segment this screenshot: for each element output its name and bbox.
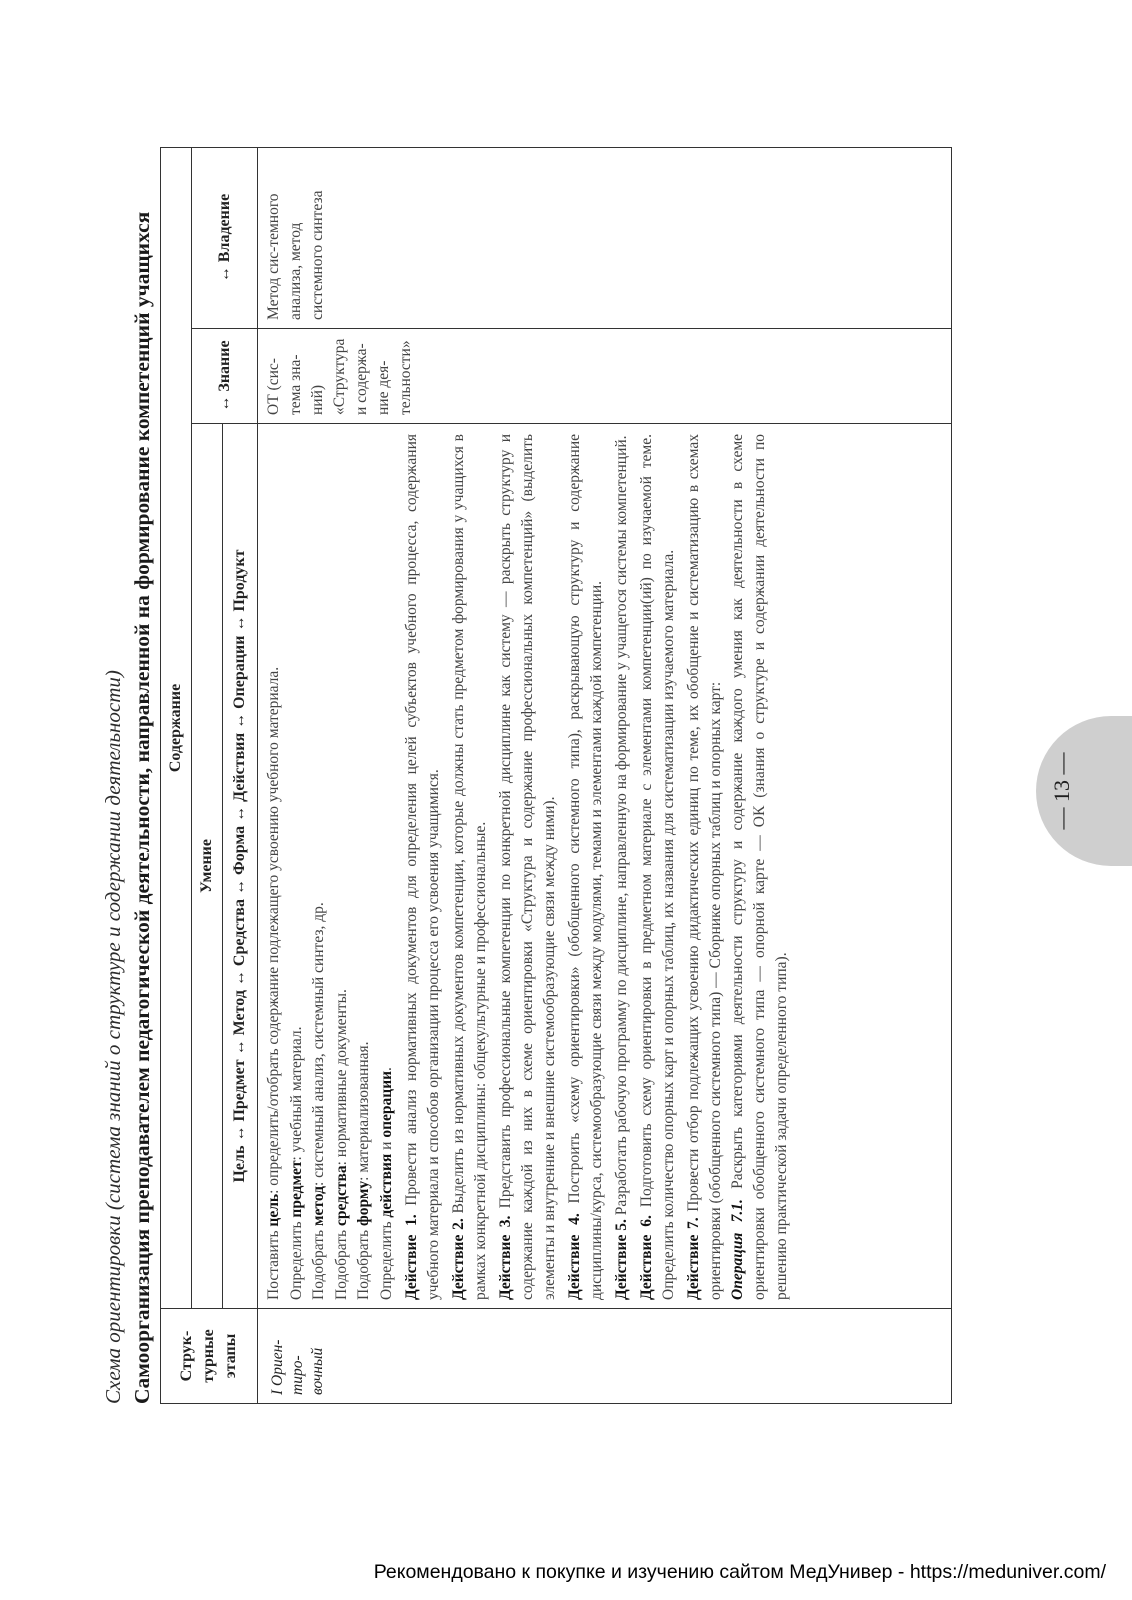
content-table — [160, 147, 952, 1404]
skill-cell — [258, 424, 952, 1309]
rotated-page-content — [100, 145, 955, 1420]
header-knowledge: ↔ Знание — [192, 329, 258, 424]
intro-line: Подобрать метод: системный анализ, системный синтез, др. — [310, 902, 327, 1300]
intro-line: Подобрать средства: нормативные документы. — [332, 989, 350, 1300]
action-item: Действие 4. Построить «схему ориентировки» (обобщенного системного типа), раскрывающую структуру и содержание дисциплины/курса, системообразующие связи между модулями, темами и элементами каждой компетенции. — [566, 433, 605, 1300]
action-item: Действие 5. Разработать рабочую программу по дисциплине, направленную на формирование у учащегося системы компетенций. — [613, 435, 630, 1300]
intro-line: Определить предмет: учебный материал. — [287, 1026, 305, 1300]
intro-line: Определить действия и операции. — [377, 1067, 395, 1300]
table-title: Самоорганизация преподавателем педагогической деятельности, направленной на формирование компетенций учащихся — [130, 211, 154, 1404]
intro-line: Подобрать форму: материализованная. — [355, 1041, 372, 1300]
activity-chain: Цель ↔ Предмет ↔ Метод ↔ Средства ↔ Форма ↔ Действия ↔ Операции ↔ Продукт — [223, 424, 258, 1309]
action-item: Действие 6. Подготовить схему ориентировки в предметном материале с элементами компетенции(ий) по изучаемой теме. Определить количество опорных карт и опорных таблиц, их названия для систематизации изучаемого материала. — [638, 433, 677, 1300]
mastery-cell: Метод сис-темного анализа, метод системного синтеза — [258, 147, 952, 328]
header-skill: Умение — [192, 424, 223, 1309]
operation-item: Операция 7.1. Раскрыть категориями деятельности структуру и содержание каждого умения как деятельности в схеме ориентировки обобщенного системного типа — опорной карте — ОК (знания о структуре и содержании деятельности по решению практической задачи определенного типа). — [729, 433, 790, 1300]
table-caption: Схема ориентировки (система знаний о структуре и содержании деятельности) — [101, 670, 125, 1404]
intro-line: Поставить цель: определить/отобрать содержание подлежащего усвоению учебного материала. — [265, 666, 282, 1300]
page-number: — 13 — — [1049, 752, 1074, 830]
double-arrow-icon: ↔ — [215, 391, 233, 412]
action-item: Действие 7. Провести отбор подлежащих усвоению дидактических единиц по теме, их обобщение и систематизацию в схемах ориентировки (обобщенного системного типа) — Сборнике опорных таблиц и опорных карт: — [685, 433, 724, 1300]
action-item: Действие 3. Представить профессиональные компетенции по конкретной дисциплине как систему — раскрыть структуру и содержание каждой из них в схеме ориентировки «Структура и содержание профессиональных компетенций» (выделить элементы и внутренние и внешние системообразующие связи между ними). — [497, 434, 558, 1300]
stage-cell: I Ориен-тиро-вочный — [258, 1309, 952, 1404]
footer-note: Рекомендовано к покупке и изучению сайтом МедУнивер - https://meduniver.com/ — [373, 1561, 1106, 1583]
knowledge-cell: ОТ (сис-тема зна-ний) «Структура и содержа-ние дея-тельности» — [258, 329, 952, 424]
header-content: Содержание — [161, 147, 192, 1308]
intro-list — [263, 434, 398, 1300]
action-item: Действие 1. Провести анализ нормативных документов для определения целей субъектов учебного процесса, содержания учебного материала и способов организации процесса его усвоения учащимися. — [403, 434, 442, 1300]
double-arrow-icon: ↔ — [215, 262, 233, 283]
header-mastery: ↔ Владение — [192, 147, 258, 328]
action-item: Действие 2. Выделить из нормативных документов компетенции, которые должны стать предметом формирования у учащихся в рамках конкретной дисциплины: общекультурные и профессиональные. — [450, 434, 489, 1300]
header-stages: Струк-турные этапы — [161, 1309, 258, 1404]
